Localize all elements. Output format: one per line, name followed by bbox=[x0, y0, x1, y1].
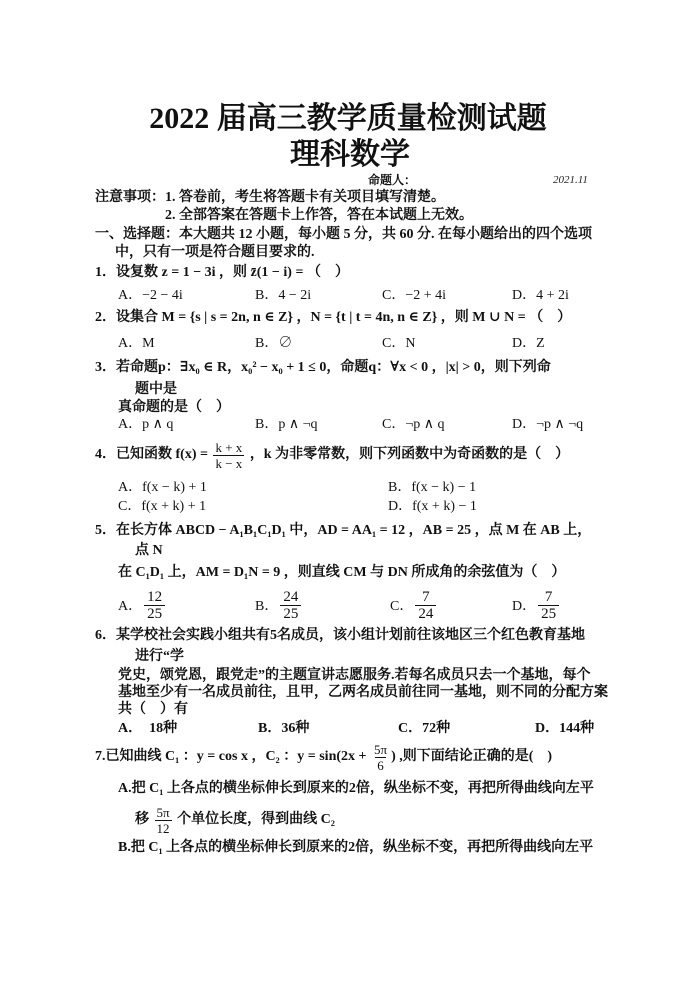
q4-fraction bbox=[213, 440, 244, 471]
q6-stem-line-2: 进行“学 bbox=[135, 649, 184, 664]
q7-option-a-line-2-pre: 移 bbox=[135, 812, 153, 827]
q5-option-b bbox=[255, 588, 303, 622]
q5-option-c-label: C． bbox=[390, 599, 414, 614]
q5-option-d-denominator: 25 bbox=[538, 605, 559, 622]
q3-stem-line-3: 真命题的是（ ） bbox=[118, 400, 230, 415]
q3-stem-line-2: 题中是 bbox=[135, 382, 177, 397]
q6-option-b: B．36种 bbox=[258, 721, 310, 736]
author-label: 命题人： bbox=[368, 173, 417, 187]
q6-option-d: D．144种 bbox=[535, 721, 595, 736]
q5-stem-line-1: 5．在长方体 ABCD − A₁B₁C₁D₁ 中，AD = AA₁ = 12 ，AB = 25 ，点 M 在 AB 上， bbox=[95, 523, 592, 538]
q5-option-d-fraction bbox=[538, 589, 559, 622]
notice-item-2: 2. 全部答案在答题卡上作答，答在本试题上无效。 bbox=[165, 208, 473, 223]
q3-option-c: C．¬p ∧ q bbox=[382, 417, 445, 432]
notice-label: 注意事项： bbox=[95, 190, 165, 205]
q4-stem bbox=[95, 438, 569, 472]
q5-option-a bbox=[118, 588, 167, 622]
q7-fraction-numerator: 5π bbox=[374, 741, 388, 757]
q5-option-d-numerator: 7 bbox=[544, 588, 553, 605]
q4-stem-pre: 4．已知函数 f(x) = bbox=[95, 447, 212, 462]
q3-option-b: B．p ∧ ¬q bbox=[255, 417, 318, 432]
q2-option-b: B．∅ bbox=[255, 336, 293, 351]
q5-option-c bbox=[390, 588, 438, 622]
q7-option-a-line-2 bbox=[135, 803, 335, 837]
exam-date: 2021.11 bbox=[553, 174, 588, 186]
section-heading-line-1: 一、选择题：本大题共 12 小题，每小题 5 分，共 60 分. 在每小题给出的四个选项 bbox=[95, 227, 592, 242]
q3-stem-line-1: 3．若命题p：∃x₀ ∈ R，x₀² − x₀ + 1 ≤ 0，命题q：∀x < 0 ，|x| > 0，则下列命 bbox=[95, 360, 551, 375]
q4-fraction-numerator: k + x bbox=[215, 439, 243, 455]
exam-title: 2022 届高三教学质量检测试题 bbox=[149, 102, 547, 135]
q7-fraction-denominator: 6 bbox=[377, 757, 384, 773]
q4-option-a: A．f(x − k) + 1 bbox=[118, 480, 207, 495]
exam-subtitle: 理科数学 bbox=[290, 138, 410, 171]
q6-option-c: C．72种 bbox=[398, 721, 451, 736]
q5-option-a-numerator: 12 bbox=[147, 588, 163, 605]
q1-option-d: D．4 + 2i bbox=[512, 288, 569, 303]
q7-stem-pre: 7.已知曲线 C₁ ：y = cos x ，C₂ ：y = sin(2x + bbox=[95, 749, 370, 764]
q5-option-c-denominator: 24 bbox=[415, 605, 436, 622]
q2-stem: 2．设集合 M = {s | s = 2n, n ∈ Z} ，N = {t | t = 4n, n ∈ Z} ，则 M ∪ N = （ ） bbox=[95, 310, 572, 325]
q7-option-a-line-1: A.把 C₁ 上各点的横坐标伸长到原来的2倍，纵坐标不变，再把所得曲线向左平 bbox=[118, 781, 594, 796]
q3-option-a: A．p ∧ q bbox=[118, 417, 174, 432]
q5-option-a-fraction bbox=[144, 589, 165, 622]
q6-stem-line-4: 基地至少有一名成员前往，且甲，乙两名成员前往同一基地，则不同的分配方案 bbox=[118, 685, 608, 700]
q7-fraction bbox=[372, 742, 389, 773]
q5-option-a-denominator: 25 bbox=[144, 605, 165, 622]
q1-option-c: C．−2 + 4i bbox=[382, 288, 447, 303]
q2-option-c: C．N bbox=[382, 336, 416, 351]
q2-option-d: D．Z bbox=[512, 336, 545, 351]
q4-option-d: D．f(x + k) − 1 bbox=[388, 499, 477, 514]
q5-option-b-numerator: 24 bbox=[283, 588, 299, 605]
q1-stem: 1．设复数 z = 1 − 3i ，则 z̄(1 − i) = （ ） bbox=[95, 265, 349, 280]
q5-stem-line-3: 在 C₁D₁ 上，AM = D₁N = 9 ，则直线 CM 与 DN 所成角的余弦值为（ ） bbox=[118, 565, 566, 580]
q5-option-b-fraction bbox=[280, 589, 301, 622]
q5-option-b-label: B． bbox=[255, 599, 279, 614]
q3-option-d: D．¬p ∧ ¬q bbox=[512, 417, 584, 432]
q4-stem-post: ，k 为非零常数，则下列函数中为奇函数的是（ ） bbox=[246, 447, 570, 462]
q4-option-b: B．f(x − k) − 1 bbox=[388, 480, 477, 495]
q7-option-a-numerator: 5π bbox=[156, 804, 170, 820]
q6-stem-line-5: 共（ ）有 bbox=[118, 702, 188, 717]
q6-stem-line-1: 6．某学校社会实践小组共有5名成员，该小组计划前往该地区三个红色教育基地 bbox=[95, 628, 585, 643]
q7-option-a-denominator: 12 bbox=[156, 820, 170, 836]
q6-option-a: A． 18种 bbox=[118, 721, 178, 736]
q7-option-a-fraction bbox=[155, 805, 172, 836]
section-heading-line-2: 中，只有一项是符合题目要求的. bbox=[115, 245, 315, 260]
q5-stem-line-2: 点 N bbox=[135, 543, 163, 558]
q5-option-a-label: A． bbox=[118, 599, 143, 614]
q7-option-b-line-1: B.把 C₁ 上各点的横坐标伸长到原来的2倍，纵坐标不变，再把所得曲线向左平 bbox=[118, 840, 594, 855]
q5-option-d-label: D． bbox=[512, 599, 537, 614]
q5-option-d bbox=[512, 588, 561, 622]
q5-option-c-fraction bbox=[415, 589, 436, 622]
q7-stem-post: ) ,则下面结论正确的是( ) bbox=[391, 749, 553, 764]
q5-option-c-numerator: 7 bbox=[422, 588, 430, 605]
notice-item-1: 1. 答卷前，考生将答题卡有关项目填写清楚。 bbox=[165, 190, 445, 205]
q2-option-a: A．M bbox=[118, 336, 155, 351]
q6-stem-line-3: 党史，颂党恩，跟党走”的主题宣讲志愿服务.若每名成员只去一个基地，每个 bbox=[118, 668, 591, 683]
q4-fraction-denominator: k − x bbox=[215, 455, 243, 471]
q4-option-c: C．f(x + k) + 1 bbox=[118, 499, 207, 514]
q7-stem bbox=[95, 740, 552, 774]
q5-option-b-denominator: 25 bbox=[280, 605, 301, 622]
q1-option-b: B．4 − 2i bbox=[255, 288, 312, 303]
q7-option-a-line-2-post: 个单位长度，得到曲线 C₂ bbox=[173, 812, 335, 827]
q1-option-a: A．−2 − 4i bbox=[118, 288, 183, 303]
